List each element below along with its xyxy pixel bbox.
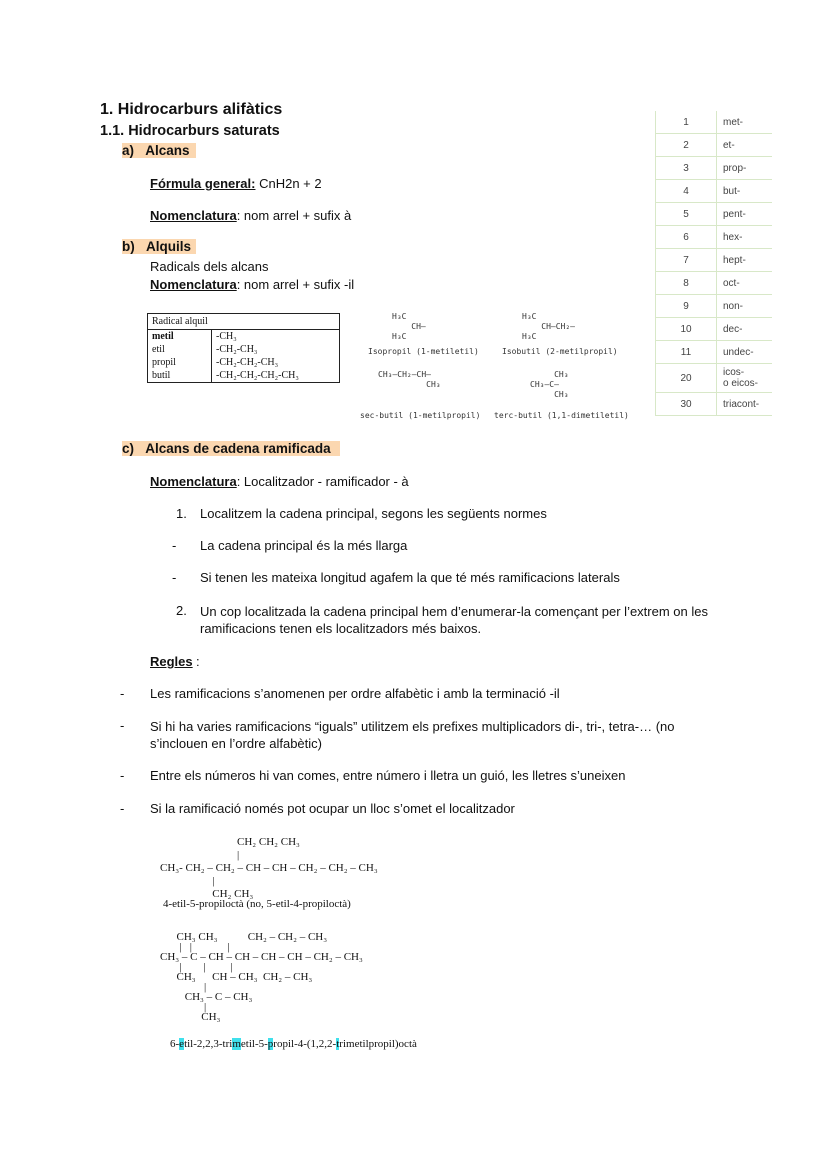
radicals-text: Radicals dels alcans bbox=[150, 259, 269, 274]
step-text: La cadena principal és la més llarga bbox=[200, 538, 408, 553]
nom-text: : nom arrel + sufix à bbox=[236, 208, 352, 223]
formula-general bbox=[150, 176, 322, 191]
prefix-row bbox=[656, 272, 773, 295]
bullet: - bbox=[120, 768, 125, 783]
step-text: Localitzem la cadena principal, segons les següents normes bbox=[200, 506, 547, 521]
prefix-number: 4 bbox=[656, 180, 717, 203]
prefix-number: 1 bbox=[656, 111, 717, 134]
section-label: c) bbox=[122, 441, 135, 456]
nom-text: : nom arrel + sufix -il bbox=[236, 277, 355, 292]
prefix-number: 10 bbox=[656, 318, 717, 341]
prefix-number: 11 bbox=[656, 341, 717, 364]
table-header: Radical alquil bbox=[148, 314, 340, 330]
radical-formula: -CH₃ bbox=[216, 331, 237, 342]
step-text: Un cop localitzada la cadena principal hem d’enumerar-la començant per l’extrem on les ramificacions tenen els localitzadors més baixos. bbox=[200, 604, 708, 636]
prefix-number: 2 bbox=[656, 134, 717, 157]
prefix-row bbox=[656, 226, 773, 249]
name-part: til-2,2,3-tri bbox=[184, 1038, 233, 1050]
table-row bbox=[148, 356, 340, 369]
prefix-root: hept- bbox=[717, 249, 773, 272]
tercbutil-structure: CH₃ CH₃–C– CH₃ bbox=[530, 370, 569, 399]
highlighted-letter: t bbox=[336, 1038, 340, 1050]
prefix-number: 3 bbox=[656, 157, 717, 180]
step-marker: - bbox=[172, 538, 177, 553]
name-part: ropil-4-(1,2,2- bbox=[273, 1038, 337, 1050]
prefix-root: but- bbox=[717, 180, 773, 203]
bullet: - bbox=[120, 686, 125, 701]
rule-text: Si hi ha varies ramificacions “iguals” utilitzem els prefixes multiplicadors di-, tri-, tetra-… (no s’inclouen en l’ordre alfabètic) bbox=[150, 719, 675, 751]
prefix-root: hex- bbox=[717, 226, 773, 249]
example-1-name: 4-etil-5-propiloctà (no, 5-etil-4-propiloctà) bbox=[163, 898, 351, 910]
prefix-table bbox=[655, 111, 772, 416]
prefix-root: dec- bbox=[717, 318, 773, 341]
section-label: b) bbox=[122, 239, 135, 254]
table-row bbox=[148, 330, 340, 344]
secbutil-structure: CH₃–CH₂–CH– CH₃ bbox=[378, 370, 441, 389]
prefix-root: pent- bbox=[717, 203, 773, 226]
section-a-heading bbox=[122, 143, 196, 158]
tercbutil-name: terc-butil (1,1-dimetiletil) bbox=[494, 411, 629, 420]
formula-label: Fórmula general: bbox=[150, 176, 256, 191]
secbutil-name: sec-butil (1-metilpropil) bbox=[360, 411, 481, 420]
radical-name: butil bbox=[148, 369, 212, 383]
rule-text: Entre els números hi van comes, entre número i lletra un guió, les lletres s’uneixen bbox=[150, 768, 626, 783]
section-c-heading bbox=[122, 441, 340, 456]
radical-formula: -CH₂-CH₃ bbox=[216, 344, 258, 355]
step-marker: 2. bbox=[176, 603, 187, 618]
bullet: - bbox=[120, 718, 125, 733]
prefix-root: oct- bbox=[717, 272, 773, 295]
prefix-row bbox=[656, 318, 773, 341]
nom-label: Nomenclatura bbox=[150, 277, 237, 292]
prefix-row bbox=[656, 393, 773, 416]
nom-label: Nomenclatura bbox=[150, 208, 237, 223]
nom-label: Nomenclatura bbox=[150, 474, 237, 489]
prefix-row bbox=[656, 341, 773, 364]
example-1-structure: CH₂ CH₂ CH₃ | CH₃- CH₂ – CH₂ – CH – CH – CH₂ – CH₂ – CH₃ | CH₂ CH₃ bbox=[160, 836, 378, 900]
isopropil-structure: H₃C CH– H₃C bbox=[392, 312, 426, 341]
section-title: Alquils bbox=[146, 239, 192, 254]
prefix-root: non- bbox=[717, 295, 773, 318]
prefix-root: met- bbox=[717, 111, 773, 134]
highlighted-letter: m bbox=[232, 1038, 241, 1050]
rule-text: Si la ramificació només pot ocupar un lloc s’omet el localitzador bbox=[150, 801, 515, 816]
step-marker: 1. bbox=[176, 506, 187, 521]
radical-formula: -CH₂-CH₂-CH₂-CH₃ bbox=[216, 370, 299, 381]
prefix-number: 8 bbox=[656, 272, 717, 295]
heading-1: 1. Hidrocarburs alifàtics bbox=[100, 101, 283, 118]
prefix-row bbox=[656, 180, 773, 203]
highlighted-letter: e bbox=[179, 1038, 185, 1050]
section-title: Alcans de cadena ramificada bbox=[145, 441, 331, 456]
prefix-number: 6 bbox=[656, 226, 717, 249]
rule-text: Les ramificacions s’anomenen per ordre alfabètic i amb la terminació -il bbox=[150, 686, 560, 701]
nomenclature-b bbox=[150, 277, 354, 292]
radical-name: etil bbox=[148, 343, 212, 356]
prefix-number: 20 bbox=[656, 364, 717, 393]
prefix-root: undec- bbox=[717, 341, 773, 364]
step-text: Si tenen les mateixa longitud agafem la que té més ramificacions laterals bbox=[200, 570, 620, 585]
prefix-row bbox=[656, 295, 773, 318]
nomenclature-c bbox=[150, 474, 409, 489]
name-part: etil-5- bbox=[240, 1038, 268, 1050]
name-part: rimetilpropil)octà bbox=[339, 1038, 417, 1050]
prefix-row bbox=[656, 364, 773, 393]
table-row bbox=[148, 369, 340, 383]
prefix-root: icos- o eicos- bbox=[717, 364, 773, 393]
example-2-name bbox=[170, 1038, 417, 1050]
isopropil-name: Isopropil (1-metiletil) bbox=[368, 347, 479, 356]
formula-value: CnH2n + 2 bbox=[259, 176, 322, 191]
radical-formula: -CH₂-CH₂-CH₃ bbox=[216, 357, 279, 368]
section-b-heading bbox=[122, 239, 196, 254]
name-part: 6- bbox=[170, 1038, 180, 1050]
radical-name: propil bbox=[148, 356, 212, 369]
prefix-number: 30 bbox=[656, 393, 717, 416]
colon: : bbox=[196, 654, 200, 669]
prefix-row bbox=[656, 134, 773, 157]
prefix-row bbox=[656, 249, 773, 272]
prefix-number: 5 bbox=[656, 203, 717, 226]
prefix-row bbox=[656, 203, 773, 226]
prefix-root: prop- bbox=[717, 157, 773, 180]
table-row bbox=[148, 343, 340, 356]
prefix-number: 9 bbox=[656, 295, 717, 318]
bullet: - bbox=[120, 801, 125, 816]
prefix-root: et- bbox=[717, 134, 773, 157]
prefix-row bbox=[656, 111, 773, 134]
highlighted-letter: p bbox=[267, 1038, 274, 1050]
prefix-row bbox=[656, 157, 773, 180]
step-marker: - bbox=[172, 570, 177, 585]
heading-2: 1.1. Hidrocarburs saturats bbox=[100, 123, 280, 139]
radical-name: metil bbox=[148, 330, 212, 344]
nom-text: : Localitzador - ramificador - à bbox=[236, 474, 409, 489]
radical-table bbox=[147, 313, 340, 383]
nomenclature-a bbox=[150, 208, 351, 223]
section-label: a) bbox=[122, 143, 135, 158]
isobutil-structure: H₃C CH–CH₂– H₃C bbox=[522, 312, 575, 341]
section-title: Alcans bbox=[145, 143, 190, 158]
prefix-number: 7 bbox=[656, 249, 717, 272]
prefix-root: triacont- bbox=[717, 393, 773, 416]
example-2-structure: CH₃ CH₃ CH₂ – CH₂ – CH₃ | | | CH₃ – C – CH – CH – CH – CH – CH₂ – CH₃ | | | CH₃ CH – CH₃ CH₂ – CH₃ | CH₃ – C – CH₃ | CH₃ bbox=[160, 931, 363, 1023]
isobutil-name: Isobutil (2-metilpropil) bbox=[502, 347, 618, 356]
regles-label: Regles bbox=[150, 654, 193, 669]
